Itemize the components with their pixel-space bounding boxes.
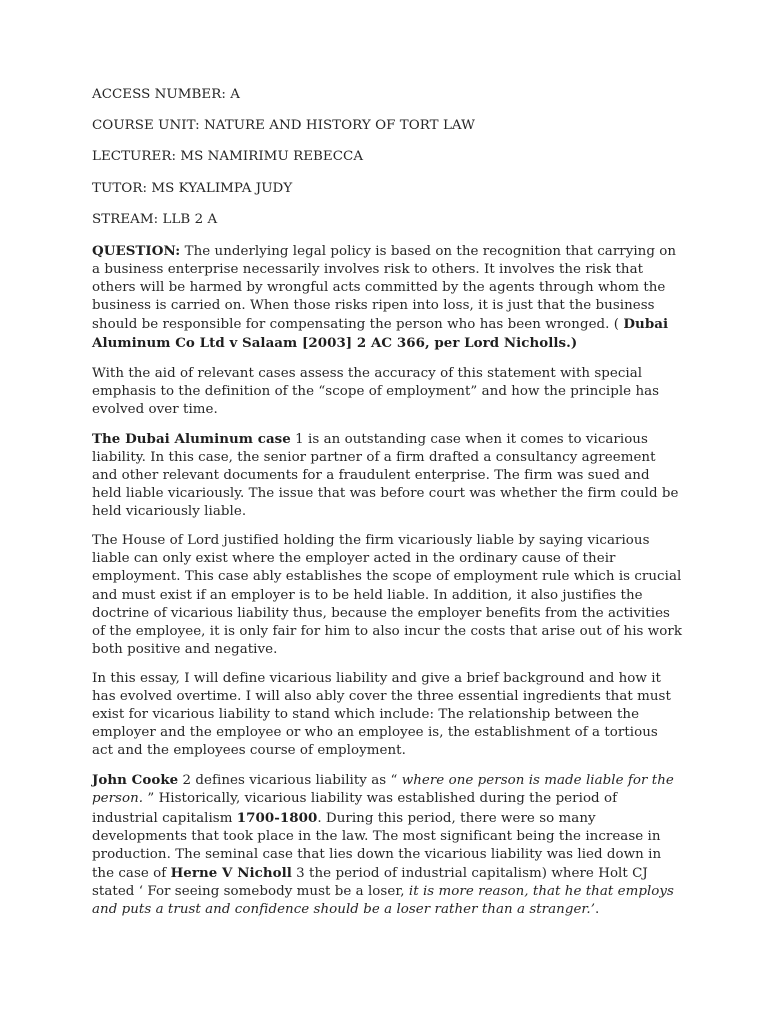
question-label: QUESTION: [92, 242, 181, 259]
instruction-paragraph: With the aid of relevant cases assess the accuracy of this statement with special emphasis to the definition of the “scope of employment” and how the principle has evolved over time. [92, 365, 660, 417]
tutor: TUTOR: MS KYALIMPA JUDY [92, 180, 293, 196]
john-cooke-text-5: . [595, 902, 600, 918]
john-cooke-text-3: . During this period, there were so many developments that took place in the law. The most significant being the increase in production. The seminal case that lies down the vicarious liability was lied down in the case of [92, 810, 662, 881]
house-of-lords-paragraph: The House of Lord justified holding the firm vicariously liable by saying vicarious liable can only exist where the employer acted in the ordinary cause of their employment. This case ably establishes the scope of employment rule which is crucial and must exist if an employer is to be held liable. In addition, it also justifies the doctrine of vicarious liability thus, because the employer benefits from the activities of the employee, it is only fair for him to also incur the costs that arise out of his work both positive and negative. [92, 533, 683, 657]
stream: STREAM: LLB 2 A [92, 211, 218, 227]
john-cooke-paragraph [92, 771, 682, 919]
essay-intro-paragraph: In this essay, I will define vicarious liability and give a brief background and how it has evolved overtime. I will also ably cover the three essential ingredients that must exist for vicarious liability to stand which include: The relationship between the employer and the employee or who an employee is, the establishment of a tortious act and the employees course of employment. [92, 670, 671, 759]
john-cooke-definition: where one person is made liable for the person. [92, 773, 674, 807]
dubai-case-title: The Dubai Aluminum case [92, 430, 291, 447]
john-cooke-text-2: ” Historically, vicarious liability was established during the period of industrial capitalism [92, 791, 618, 826]
dubai-case-paragraph [92, 430, 682, 521]
john-cooke-name: John Cooke [92, 772, 179, 789]
question-paragraph [92, 242, 682, 354]
document-page [92, 86, 682, 930]
dubai-case-text: 1 is an outstanding case when it comes to vicarious liability. In this case, the senior partner of a firm drafted a consultancy agreement and other relevant documents for a fraudulent enterprise. The firm was sued and held liable vicariously. The issue that was before court was whether the firm could be held vicariously liable. [92, 431, 679, 520]
course-unit: COURSE UNIT: NATURE AND HISTORY OF TORT LAW [92, 118, 475, 134]
john-cooke-text-1: 2 defines vicarious liability as “ [178, 773, 402, 789]
question-text: The underlying legal policy is based on the recognition that carrying on a business enterprise necessarily involves risk to others. It involves the risk that others will be harmed by wrongful acts committed by the agents through whom the business is carried on. When those risks ripen into loss, it is just that the business should be responsible for compensating the person who has been wronged. ( [92, 243, 677, 333]
herne-v-nicholl-case: Herne V Nicholl [170, 864, 292, 881]
lecturer: LECTURER: MS NAMIRIMU REBECCA [92, 149, 364, 165]
john-cooke-years: 1700-1800 [236, 809, 318, 826]
access-number: ACCESS NUMBER: A [92, 87, 240, 102]
question-citation: Dubai Aluminum Co Ltd v Salaam [2003] 2 AC 366, per Lord Nicholls.) [92, 316, 669, 352]
john-cooke-text-4: 3 the period of industrial capitalism) where Holt CJ stated ‘ For seeing somebody must be a loser, [92, 865, 648, 899]
holt-cj-quote: it is more reason, that he that employs and puts a trust and confidence should be a loser rather than a stranger.’ [92, 883, 674, 918]
